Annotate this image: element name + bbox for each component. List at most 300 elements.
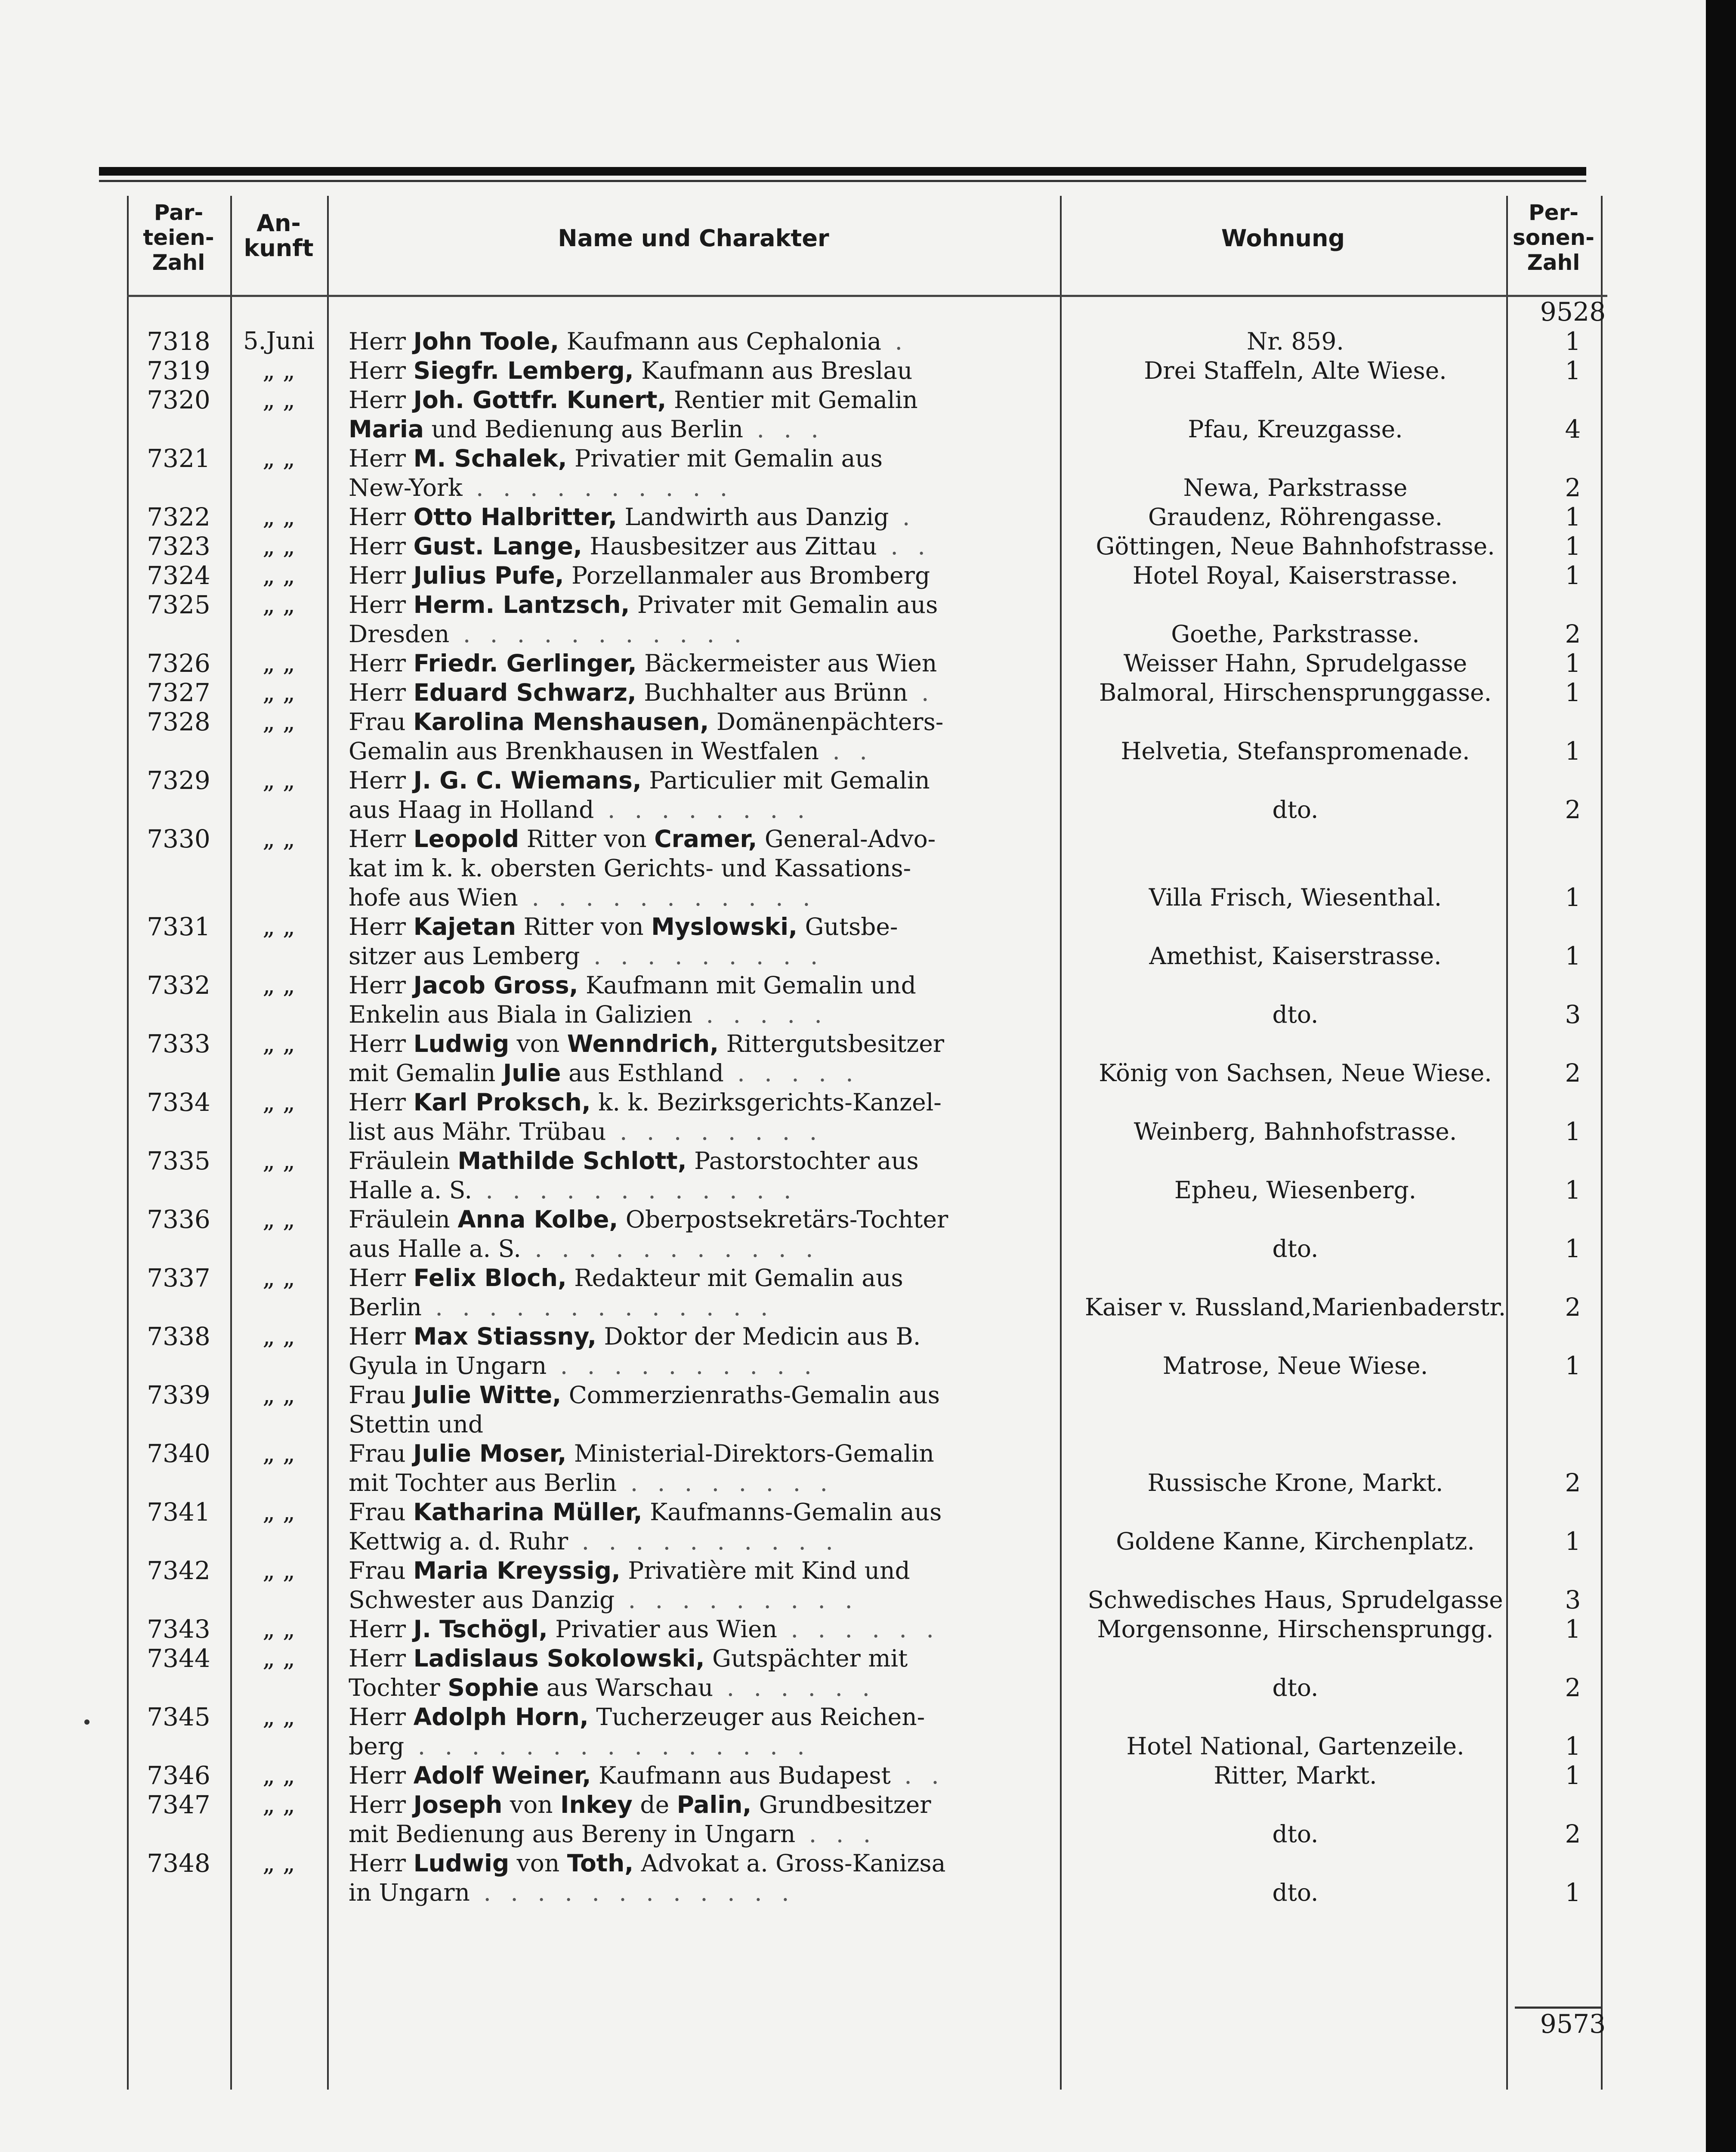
header-wohnung: Wohnung (1221, 225, 1345, 252)
name-text: Particulier mit Gemalin (641, 767, 930, 794)
name-line (349, 1234, 1050, 1264)
personen-zahl: 2 (1565, 1468, 1581, 1497)
ankunft: „ „ (263, 825, 295, 853)
name-text: von (502, 1791, 560, 1818)
personen-zahl: 1 (1565, 941, 1581, 971)
name-text: Herr (349, 328, 414, 355)
wohnung: Morgensonne, Hirschensprungg. (1097, 1615, 1494, 1643)
name-text: Frau (349, 708, 414, 736)
ankunft: „ „ (263, 1322, 295, 1350)
name-text: Herr (349, 532, 414, 560)
name-line (349, 1292, 1050, 1322)
partei-zahl: 7322 (147, 502, 210, 532)
name-line (349, 1380, 1050, 1410)
name-line (349, 1146, 1050, 1176)
wohnung: Hotel Royal, Kaiserstrasse. (1132, 562, 1458, 589)
guest-name: Katharina Müller, (413, 1498, 643, 1526)
partei-zahl: 7331 (147, 912, 210, 941)
leader-dots: . (889, 503, 916, 531)
name-text: Herr (349, 1645, 414, 1672)
ankunft: „ „ (263, 1439, 295, 1467)
name-text: Grundbesitzer (751, 1791, 931, 1818)
leader-dots: . . (819, 737, 873, 765)
name-line (349, 1351, 1050, 1381)
name-text: kat im k. k. obersten Gerichts- und Kassations- (349, 854, 911, 882)
name-text: New-York (349, 474, 463, 501)
name-text: Rittergutsbesitzer (719, 1030, 945, 1057)
personen-zahl: 1 (1565, 649, 1581, 678)
name-text: Buchhalter aus Brünn (636, 679, 908, 706)
guest-name: Inkey (560, 1791, 633, 1818)
name-line (349, 1731, 1050, 1761)
name-text: Halle a. S. (349, 1176, 472, 1204)
guest-name: Julie Witte, (413, 1381, 562, 1409)
leader-dots: . . . . . . . . . . (462, 474, 734, 501)
name-text: Herr (349, 1088, 414, 1116)
wohnung: Goldene Kanne, Kirchenplatz. (1116, 1527, 1475, 1555)
ankunft: „ „ (263, 1205, 295, 1233)
name-text: Advokat a. Gross-Kanizsa (633, 1849, 946, 1877)
wohnung: Newa, Parkstrasse (1183, 474, 1408, 501)
guest-name: Julie (503, 1059, 561, 1087)
name-line (349, 970, 1050, 1000)
ankunft: „ „ (263, 1030, 295, 1057)
personen-zahl: 2 (1565, 473, 1581, 502)
name-text: und Bedienung aus Berlin (423, 415, 744, 443)
name-text: von (509, 1849, 567, 1877)
guest-name: Maria (349, 415, 424, 443)
name-text: Herr (349, 1030, 414, 1057)
guest-name: Siegfr. Lemberg, (413, 357, 634, 384)
personen-zahl: 1 (1565, 1117, 1581, 1146)
name-line (349, 1790, 1050, 1820)
name-text: Gemalin aus Brenkhausen in Westfalen (349, 737, 819, 765)
name-line (349, 707, 1050, 737)
name-line (349, 443, 1050, 473)
wohnung: dto. (1272, 1235, 1319, 1262)
name-text: Hausbesitzer aus Zittau (582, 532, 877, 560)
name-text: Herr (349, 445, 414, 472)
guest-name: Anna Kolbe, (457, 1206, 618, 1233)
name-text: Fräulein (349, 1147, 458, 1175)
header-partei-zahl (127, 200, 230, 275)
name-text: General-Advo- (757, 825, 936, 853)
wohnung: Graudenz, Röhrengasse. (1148, 503, 1443, 531)
partei-zahl: 7320 (147, 385, 210, 414)
ankunft: „ „ (263, 356, 295, 384)
name-text: de (632, 1791, 677, 1818)
column-rule (230, 196, 232, 2090)
personen-zahl: 1 (1565, 1175, 1581, 1205)
personen-zahl: 1 (1565, 1527, 1581, 1556)
ankunft: „ „ (263, 649, 295, 677)
ankunft: „ „ (263, 1615, 295, 1643)
personen-zahl: 3 (1565, 1000, 1581, 1029)
name-text: Kettwig a. d. Ruhr (349, 1527, 568, 1555)
personen-zahl: 1 (1565, 1234, 1581, 1263)
name-text: sitzer aus Lemberg (349, 942, 580, 970)
name-text: in Ungarn (349, 1879, 470, 1906)
name-text: Frau (349, 1381, 414, 1409)
name-line (349, 853, 1050, 883)
guest-name: Karolina Menshausen, (413, 708, 709, 736)
leader-dots: . . . . . . . . . . . . . (421, 1293, 774, 1321)
name-line (349, 1204, 1050, 1234)
partei-zahl: 7325 (147, 590, 210, 619)
leader-dots: . . . . . . . . (594, 796, 811, 823)
partei-zahl: 7326 (147, 649, 210, 678)
personen-zahl: 1 (1565, 1614, 1581, 1644)
name-line (349, 1760, 1050, 1790)
name-text: Herr (349, 1762, 414, 1789)
guest-name: Ludwig (413, 1849, 510, 1877)
guest-name: J. Tschögl, (413, 1615, 548, 1643)
partei-zahl: 7345 (147, 1702, 210, 1731)
guest-name: Kajetan (413, 913, 516, 940)
guest-name: J. G. C. Wiemans, (413, 767, 642, 794)
header-line: sonen- (1513, 225, 1594, 250)
leader-dots: . . . . . . (713, 1674, 876, 1701)
name-line (349, 385, 1050, 415)
leader-dots: . . . (743, 415, 825, 443)
wohnung: Weinberg, Bahnhofstrasse. (1134, 1118, 1457, 1145)
header-line: Zahl (152, 250, 205, 275)
page-edge (1706, 0, 1736, 2152)
leader-dots: . . . . . . . . . . . (518, 884, 816, 911)
personen-zahl: 2 (1565, 619, 1581, 649)
guest-name: Herm. Lantzsch, (413, 591, 630, 618)
name-line (349, 1877, 1050, 1908)
partei-zahl: 7333 (147, 1029, 210, 1058)
partei-zahl: 7347 (147, 1790, 210, 1819)
name-text: Herr (349, 386, 414, 414)
ankunft: „ „ (263, 1556, 295, 1584)
sum-rule (1515, 2007, 1601, 2009)
name-text: Herr (349, 562, 414, 589)
name-text: Frau (349, 1557, 414, 1584)
name-line (349, 1438, 1050, 1469)
personen-zahl: 1 (1565, 1731, 1581, 1761)
name-text: Herr (349, 357, 414, 384)
guest-name: Wenndrich, (567, 1030, 719, 1057)
personen-zahl: 2 (1565, 1292, 1581, 1322)
guest-name: Julie Moser, (413, 1440, 567, 1467)
leader-dots: . . . . . . . . . (580, 942, 824, 970)
partei-zahl: 7328 (147, 707, 210, 736)
guest-name: John Toole, (413, 328, 559, 355)
wohnung: Russische Krone, Markt. (1147, 1469, 1443, 1497)
name-text: Herr (349, 1615, 414, 1643)
name-line (349, 1116, 1050, 1147)
wohnung: Pfau, Kreuzgasse. (1188, 415, 1403, 443)
guest-name: Karl Proksch, (413, 1088, 591, 1116)
partei-zahl: 7332 (147, 971, 210, 1000)
name-line (349, 736, 1050, 766)
name-text: Dresden (349, 620, 450, 648)
name-line (349, 882, 1050, 912)
ankunft: „ „ (263, 1147, 295, 1175)
header-rule (127, 295, 1607, 297)
ankunft: „ „ (263, 1849, 295, 1877)
name-text: Landwirth aus Danzig (617, 503, 889, 531)
ankunft: „ „ (263, 532, 295, 560)
header-name-und-charakter: Name und Charakter (558, 225, 829, 252)
name-line (349, 912, 1050, 942)
wohnung: Helvetia, Stefanspromenade. (1121, 737, 1470, 765)
guest-name: Adolph Horn, (413, 1703, 589, 1731)
header-ankunft (230, 211, 327, 261)
guest-name: Max Stiassny, (413, 1323, 597, 1350)
header-line: Per- (1529, 200, 1578, 225)
name-line (349, 941, 1050, 971)
ankunft: „ „ (263, 766, 295, 794)
partei-zahl: 7321 (147, 444, 210, 473)
name-text: Herr (349, 913, 414, 940)
wohnung: Kaiser v. Russland,Marienbaderstr. (1084, 1293, 1506, 1321)
name-line (349, 502, 1050, 532)
guest-name: Toth, (567, 1849, 634, 1877)
name-line (349, 1321, 1050, 1351)
name-text: Privatière mit Kind und (620, 1557, 910, 1584)
partei-zahl: 7318 (147, 327, 210, 356)
guest-name: Otto Halbritter, (413, 503, 618, 531)
personen-zahl: 1 (1565, 532, 1581, 561)
name-line (349, 824, 1050, 854)
name-line (349, 1468, 1050, 1498)
leader-dots: . . . . . . . . . . (547, 1352, 818, 1379)
name-line (349, 1848, 1050, 1878)
partei-zahl: 7335 (147, 1146, 210, 1175)
carry-out-total: 9573 (1540, 2009, 1606, 2039)
wohnung: Göttingen, Neue Bahnhofstrasse. (1096, 532, 1495, 560)
ankunft: „ „ (263, 1644, 295, 1672)
name-text: Enkelin aus Biala in Galizien (349, 1001, 693, 1028)
wohnung: Nr. 859. (1247, 328, 1344, 355)
leader-dots: . . . . . . . . . (615, 1586, 859, 1614)
partei-zahl: 7341 (147, 1497, 210, 1527)
name-text: Herr (349, 1849, 414, 1877)
wohnung: dto. (1272, 1879, 1319, 1906)
personen-zahl: 1 (1565, 736, 1581, 766)
partei-zahl: 7339 (147, 1380, 210, 1410)
name-text: Kaufmanns-Gemalin aus (642, 1498, 942, 1526)
name-text: aus Esthland (561, 1059, 724, 1087)
guest-name: Felix Bloch, (413, 1264, 567, 1292)
partei-zahl: 7330 (147, 824, 210, 853)
partei-zahl: 7319 (147, 356, 210, 385)
name-text: Kaufmann aus Breslau (633, 357, 913, 384)
guest-name: Myslowski, (651, 913, 797, 940)
ankunft: „ „ (263, 708, 295, 736)
wohnung: Schwedisches Haus, Sprudelgasse (1087, 1586, 1503, 1614)
partei-zahl: 7344 (147, 1644, 210, 1673)
leader-dots: . . (877, 532, 931, 560)
leader-dots: . . . . . . . . . . . (521, 1235, 819, 1262)
name-line (349, 1497, 1050, 1527)
guest-name: Maria Kreyssig, (413, 1557, 621, 1584)
personen-zahl: 1 (1565, 883, 1581, 912)
name-text: berg (349, 1732, 405, 1760)
name-text: Ministerial-Direktors-Gemalin (566, 1440, 934, 1467)
wohnung: Goethe, Parkstrasse. (1171, 620, 1420, 648)
wohnung: Balmoral, Hirschensprunggasse. (1099, 679, 1492, 706)
partei-zahl: 7337 (147, 1263, 210, 1292)
leader-dots: . . (890, 1762, 945, 1789)
name-line (349, 1819, 1050, 1849)
name-line (349, 999, 1050, 1030)
name-line (349, 1087, 1050, 1117)
name-line (349, 795, 1050, 825)
leader-dots: . . . . . . . . . . . . . . . (404, 1732, 811, 1760)
personen-zahl: 2 (1565, 1673, 1581, 1702)
name-text: list aus Mähr. Trübau (349, 1118, 606, 1145)
leader-dots: . (908, 679, 935, 706)
name-text: aus Haag in Holland (349, 796, 594, 823)
wohnung: Villa Frisch, Wiesenthal. (1149, 884, 1442, 911)
name-text: Ritter von (516, 913, 652, 940)
partei-zahl: 7348 (147, 1849, 210, 1878)
guest-name: Eduard Schwarz, (413, 679, 636, 706)
leader-dots: . . . . . . . . (617, 1469, 834, 1497)
name-text: Redakteur mit Gemalin aus (566, 1264, 903, 1292)
name-text: mit Gemalin (349, 1059, 503, 1087)
partei-zahl: 7340 (147, 1439, 210, 1468)
ankunft: „ „ (263, 1088, 295, 1116)
leader-dots: . . . . . (692, 1001, 828, 1028)
name-text: k. k. Bezirksgerichts-Kanzel- (590, 1088, 942, 1116)
name-text: Herr (349, 503, 414, 531)
name-text: Herr (349, 971, 414, 999)
partei-zahl: 7329 (147, 766, 210, 795)
ankunft: „ „ (263, 1264, 295, 1292)
guest-name: Adolf Weiner, (413, 1762, 591, 1789)
name-text: Ritter von (519, 825, 655, 853)
partei-zahl: 7342 (147, 1556, 210, 1585)
name-text: Gutsbe- (797, 913, 898, 940)
wohnung: Amethist, Kaiserstrasse. (1149, 942, 1442, 970)
name-text: Tochter (349, 1674, 448, 1701)
name-line (349, 1585, 1050, 1615)
guest-name: Palin, (676, 1791, 752, 1818)
name-text: Kaufmann aus Cephalonia (559, 328, 882, 355)
wohnung: Matrose, Neue Wiese. (1162, 1352, 1428, 1379)
wohnung: dto. (1272, 1820, 1319, 1848)
header-line: teien- (143, 225, 214, 250)
partei-zahl: 7336 (147, 1205, 210, 1234)
guest-name: Ludwig (413, 1030, 510, 1057)
partei-zahl: 7346 (147, 1761, 210, 1790)
name-line (349, 1526, 1050, 1556)
name-text: Herr (349, 591, 414, 618)
partei-zahl: 7343 (147, 1614, 210, 1644)
personen-zahl: 2 (1565, 795, 1581, 824)
leader-dots: . . . . . (723, 1059, 859, 1087)
personen-zahl: 4 (1565, 414, 1581, 444)
name-text: Oberpostsekretärs-Tochter (618, 1206, 948, 1233)
name-line (349, 473, 1050, 503)
wohnung: dto. (1272, 1674, 1319, 1701)
personen-zahl: 2 (1565, 1058, 1581, 1088)
name-text: Herr (349, 1703, 414, 1731)
name-line (349, 1175, 1050, 1205)
ankunft: 5.Juni (243, 327, 315, 355)
guest-name: Joh. Gottfr. Kunert, (413, 386, 667, 414)
leader-dots: . (881, 328, 909, 355)
guest-name: Joseph (413, 1791, 503, 1818)
personen-zahl: 1 (1565, 1761, 1581, 1790)
name-line (349, 414, 1050, 444)
ankunft: „ „ (263, 971, 295, 999)
guest-name: Julius Pufe, (413, 562, 564, 589)
name-text: Doktor der Medicin aus B. (596, 1323, 921, 1350)
personen-zahl: 1 (1565, 678, 1581, 707)
name-text: Berlin (349, 1293, 422, 1321)
guest-name: Leopold (413, 825, 519, 853)
leader-dots: . . . . . . . . (606, 1118, 823, 1145)
ankunft: „ „ (263, 591, 295, 618)
partei-zahl: 7338 (147, 1322, 210, 1351)
ankunft: „ „ (263, 444, 295, 472)
name-line (349, 1673, 1050, 1703)
name-text: Herr (349, 679, 414, 706)
name-line (349, 677, 1050, 708)
name-line (349, 531, 1050, 561)
guest-name: Jacob Gross, (413, 971, 578, 999)
leader-dots: . . . (795, 1820, 877, 1848)
name-text: Privater mit Gemalin aus (630, 591, 938, 618)
wohnung: Hotel National, Gartenzeile. (1126, 1732, 1464, 1760)
wohnung: König von Sachsen, Neue Wiese. (1099, 1059, 1492, 1087)
name-line (349, 765, 1050, 795)
personen-zahl: 1 (1565, 502, 1581, 532)
name-text: Privatier aus Wien (547, 1615, 778, 1643)
name-text: Stettin und (349, 1410, 484, 1438)
wohnung: Epheu, Wiesenberg. (1174, 1176, 1417, 1204)
name-line (349, 560, 1050, 591)
partei-zahl: 7323 (147, 532, 210, 561)
name-text: Schwester aus Danzig (349, 1586, 615, 1614)
wohnung: Weisser Hahn, Sprudelgasse (1123, 649, 1467, 677)
name-text: hofe aus Wien (349, 884, 518, 911)
name-text: Herr (349, 1264, 414, 1292)
wohnung: Ritter, Markt. (1214, 1762, 1377, 1789)
guest-name: Gust. Lange, (413, 532, 582, 560)
name-line (349, 590, 1050, 620)
guest-name: Mathilde Schlott, (457, 1147, 687, 1175)
name-text: Porzellanmaler aus Bromberg (564, 562, 930, 589)
name-line (349, 1643, 1050, 1673)
name-text: Herr (349, 1323, 414, 1350)
ink-spot (84, 1719, 90, 1725)
name-text: Gyula in Ungarn (349, 1352, 547, 1379)
personen-zahl: 1 (1565, 356, 1581, 385)
name-line (349, 1263, 1050, 1293)
name-line (349, 1058, 1050, 1088)
leader-dots: . . . . . . . . . . . . (470, 1879, 795, 1906)
name-text: Herr (349, 1791, 414, 1818)
guest-name: Friedr. Gerlinger, (413, 649, 637, 677)
header-line: kunft (244, 235, 314, 262)
ankunft: „ „ (263, 386, 295, 414)
name-text: mit Tochter aus Berlin (349, 1469, 617, 1497)
name-text: Bäckermeister aus Wien (636, 649, 937, 677)
name-text: Commerzienraths-Gemalin aus (561, 1381, 940, 1409)
name-text: Frau (349, 1498, 414, 1526)
ankunft: „ „ (263, 1761, 295, 1789)
name-line (349, 326, 1050, 356)
name-text: Domänenpächters- (709, 708, 944, 736)
header-line: Par- (154, 200, 204, 225)
